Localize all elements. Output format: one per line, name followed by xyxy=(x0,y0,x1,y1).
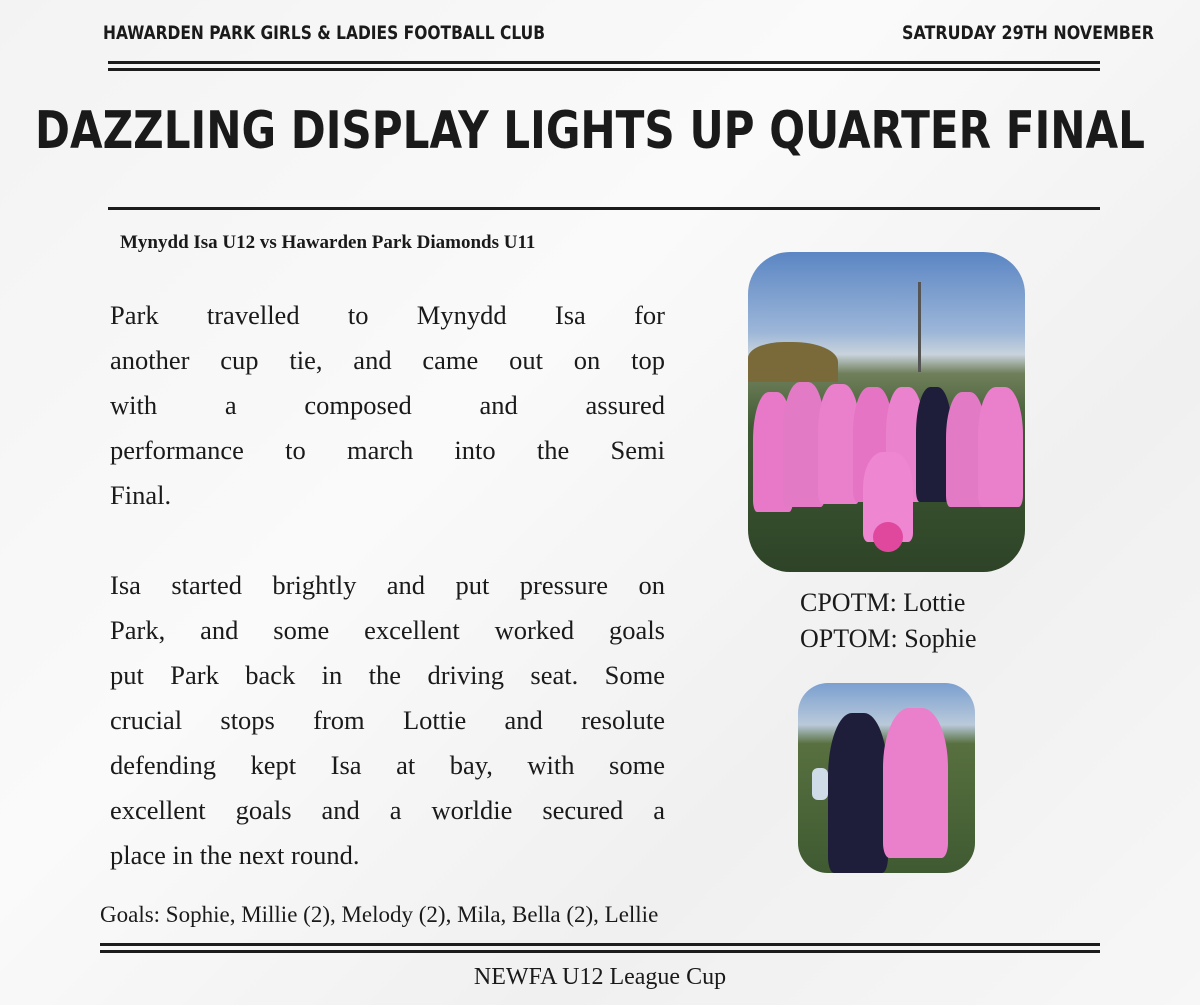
article-line: defending kept Isa at bay, with some xyxy=(110,750,665,780)
article-line: another cup tie, and came out on top xyxy=(110,345,665,375)
opposition-player-of-the-match: OPTOM: Sophie xyxy=(800,624,977,653)
article-line: excellent goals and a worldie secured a xyxy=(110,795,665,825)
masthead xyxy=(0,0,1200,200)
article-line: Final. xyxy=(110,480,172,510)
coach-player-of-the-match: CPOTM: Lottie xyxy=(800,588,966,617)
article-line: put Park back in the driving seat. Some xyxy=(110,660,665,690)
tree xyxy=(748,342,838,382)
article-line: Park travelled to Mynydd Isa for xyxy=(110,300,665,330)
goalscorers: Goals: Sophie, Millie (2), Melody (2), Mila, Bella (2), Lellie xyxy=(100,902,659,927)
footer-rule-top xyxy=(100,943,1100,946)
water-bottle xyxy=(812,768,828,800)
fixture-subheading: Mynydd Isa U12 vs Hawarden Park Diamonds U11 xyxy=(120,232,536,253)
article-paragraph-2 xyxy=(110,563,665,878)
article-line: place in the next round. xyxy=(110,840,360,870)
article-line: with a composed and assured xyxy=(110,390,665,420)
club-name: Hawarden Park Girls & Ladies Football Club xyxy=(103,22,545,44)
football xyxy=(873,522,903,552)
headline-rule xyxy=(108,207,1100,210)
issue-date: Satruday 29th November xyxy=(902,22,1155,44)
article-paragraph-1 xyxy=(110,293,665,518)
competition-name: NEWFA U12 League Cup xyxy=(473,964,727,990)
player-awards xyxy=(800,585,977,657)
article-line: performance to march into the Semi xyxy=(110,435,665,465)
article-line: crucial stops from Lottie and resolute xyxy=(110,705,665,735)
award-winners-photo xyxy=(798,683,975,873)
article-line: Park, and some excellent worked goals xyxy=(110,615,665,645)
masthead-rule-top xyxy=(108,61,1100,64)
headline: Dazzling Display Lights Up Quarter Final xyxy=(35,101,1145,161)
masthead-rule-bottom xyxy=(108,68,1100,71)
article-line: Isa started brightly and put pressure on xyxy=(110,570,665,600)
footer-rule-bottom xyxy=(100,950,1100,953)
team-photo xyxy=(748,252,1025,572)
floodlight-pole xyxy=(918,282,921,372)
